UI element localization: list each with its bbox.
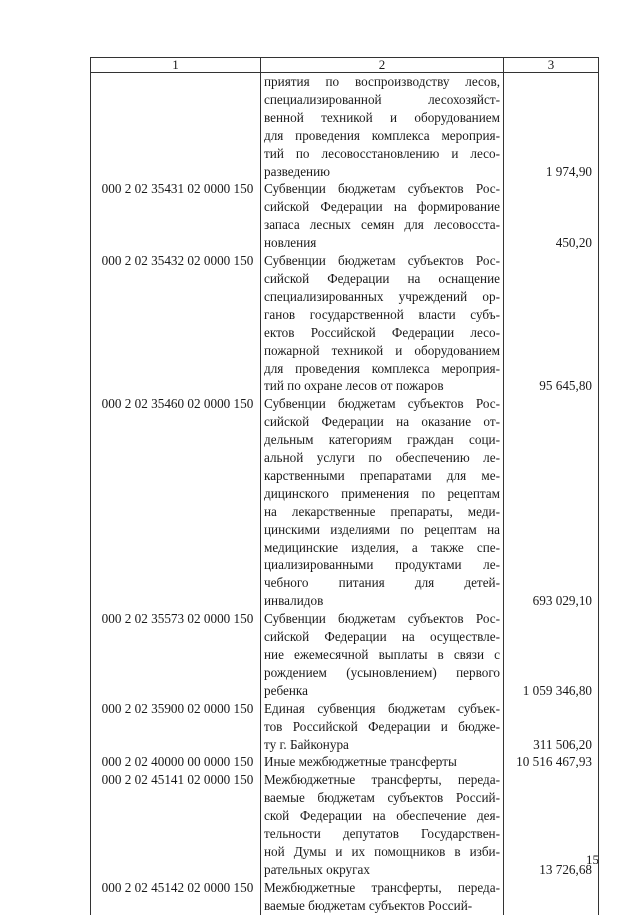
description-line: Единая субвенция бюджетам субъек- [264,700,500,716]
budget-code: 000 2 02 35573 02 0000 150 [91,610,261,700]
description-line: рательных округах [264,861,370,877]
budget-code: 000 2 02 40000 00 0000 150 [91,753,261,771]
description-line: дицинского применения по рецептам [264,485,500,501]
item-description [261,395,504,610]
description-line: на лекарственные препараты, меди- [264,503,500,519]
budget-code: 000 2 02 45142 02 0000 150 [91,879,261,915]
description-line: чебного питания для детей- [264,575,500,591]
description-line: ребенка [264,682,308,698]
description-line: ту г. Байконура [264,736,349,752]
table-header-row [91,58,599,73]
description-line: ской Федерации на обеспечение дея- [264,808,500,824]
description-line: инвалидов [264,593,324,609]
description-line: разведению [264,163,331,179]
description-line: Межбюджетные трансферты, переда- [264,879,500,895]
description-line: новления [264,235,317,251]
budget-code: 000 2 02 35432 02 0000 150 [91,252,261,395]
item-description [261,700,504,754]
item-description [261,771,504,878]
description-line: альной услуги по обеспечению ле- [264,450,500,466]
page-number: 15 [586,852,599,867]
description-line: цинскими изделиями по рецептам на [264,521,500,537]
amount-value [504,879,599,915]
amount-value: 1 974,90 [504,73,599,181]
description-line: рождением (усыновлением) первого [264,664,500,680]
description-line: приятия по воспроизводству лесов, [264,74,500,89]
table-row [91,252,599,395]
amount-value: 693 029,10 [504,395,599,610]
item-description [261,879,504,915]
item-description [261,180,504,252]
description-line: сийской Федерации на осуществле- [264,629,500,645]
description-line: ектов Российской Федерации лесо- [264,324,500,340]
description-line: Субвенции бюджетам субъектов Рос- [264,253,500,269]
description-line: тий по охране лесов от пожаров [264,378,444,394]
description-line: Субвенции бюджетам субъектов Рос- [264,396,500,412]
description-line: карственными препаратами для ме- [264,467,500,483]
table-row [91,771,599,878]
description-line: для проведения комплекса мероприя- [264,360,500,376]
budget-code [91,73,261,181]
amount-value: 95 645,80 [504,252,599,395]
description-line: Иные межбюджетные трансферты [264,754,457,770]
amount-value: 311 506,20 [504,700,599,754]
description-line: специализированных учреждений ор- [264,288,500,304]
description-line: тельности депутатов Государствен- [264,826,500,842]
budget-code: 000 2 02 35460 02 0000 150 [91,395,261,610]
item-description [261,753,504,771]
description-line: сийской Федерации на оснащение [264,270,500,286]
description-line: тий по лесовосстановлению и лесо- [264,145,500,161]
table-row [91,610,599,700]
description-line: тов Российской Федерации и бюдже- [264,718,500,734]
amount-value: 13 726,68 [504,771,599,878]
description-line: ганов государственной власти субъ- [264,306,500,322]
description-line: специализированной лесохозяйст- [264,91,500,107]
description-line: ваемые бюджетам субъектов Россий- [264,897,473,913]
column-header-3: 3 [504,58,599,73]
table-row [91,753,599,771]
item-description [261,610,504,700]
amount-value: 450,20 [504,180,599,252]
table-row [91,395,599,610]
description-line: Субвенции бюджетам субъектов Рос- [264,181,500,197]
description-line: Межбюджетные трансферты, переда- [264,772,500,788]
description-line: сийской Федерации на оказание от- [264,414,500,430]
description-line: дельным категориям граждан соци- [264,432,500,448]
budget-table [90,57,599,915]
description-line: ваемые бюджетам субъектов Россий- [264,790,500,806]
description-line: ние ежемесячной выплаты в связи с [264,647,500,662]
table-row [91,700,599,754]
description-line: венной техникой и оборудованием [264,109,500,125]
table-row [91,879,599,915]
description-line: медицинские изделия, а также спе- [264,539,500,555]
amount-value: 10 516 467,93 [504,753,599,771]
description-line: сийской Федерации на формирование [264,199,500,215]
amount-value: 1 059 346,80 [504,610,599,700]
budget-code: 000 2 02 45141 02 0000 150 [91,771,261,878]
description-line: ной Думы и их помощников в изби- [264,843,500,859]
description-line: циализированными продуктами ле- [264,557,500,573]
item-description [261,252,504,395]
table-row [91,180,599,252]
table-body [91,73,599,915]
description-line: запаса лесных семян для лесовосста- [264,217,500,233]
description-line: пожарной техникой и оборудованием [264,342,500,358]
column-header-2: 2 [261,58,504,73]
item-description [261,73,504,181]
table-row [91,73,599,181]
budget-code: 000 2 02 35431 02 0000 150 [91,180,261,252]
column-header-1: 1 [91,58,261,73]
description-line: Субвенции бюджетам субъектов Рос- [264,611,500,627]
budget-code: 000 2 02 35900 02 0000 150 [91,700,261,754]
description-line: для проведения комплекса мероприя- [264,127,500,143]
